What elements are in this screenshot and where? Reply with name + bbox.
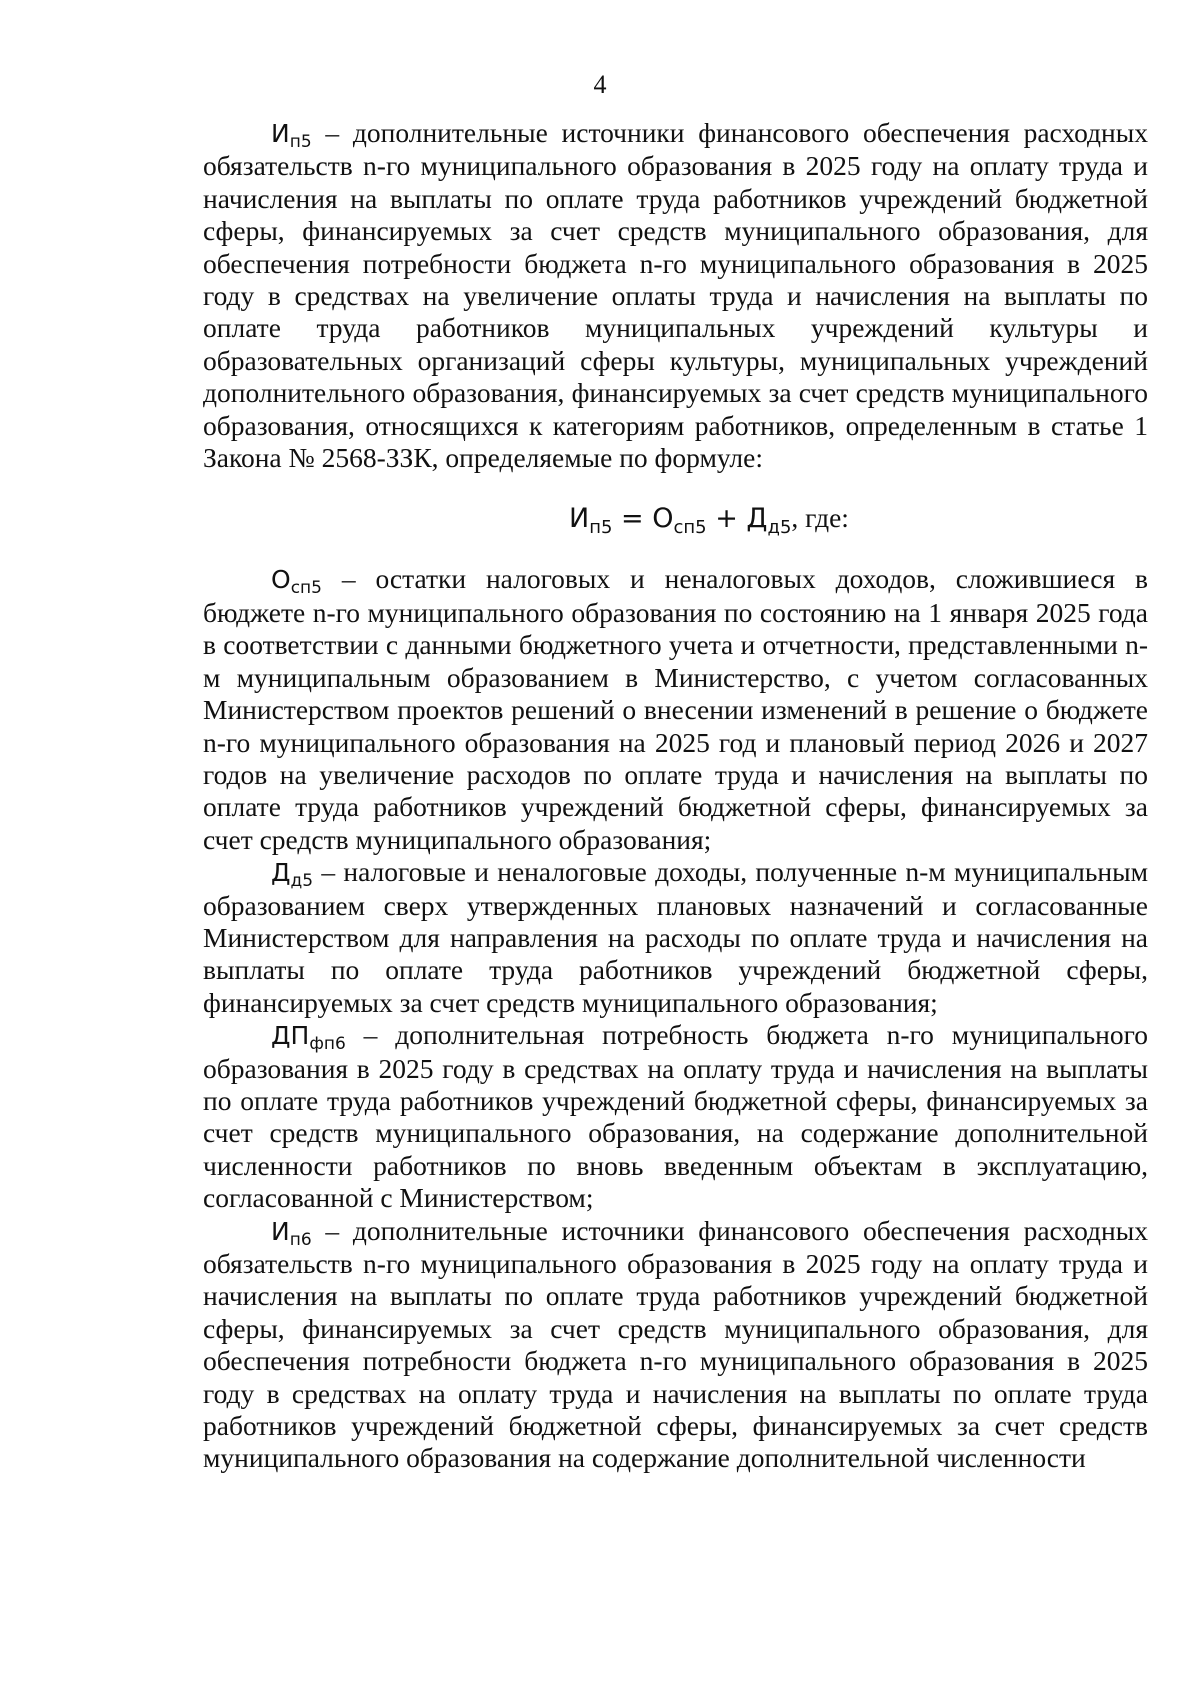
formula-ip5: $И_{п5} = О_{сп5} + Д_{д5}$, где:	[569, 502, 849, 539]
paragraph-dpfp6-definition: $ДП_{фп6}$ – дополнительная потребность бюджета n-го муниципального образования в 2025 году в средствах на оплату труда и начисления на выплаты по оплате труда работников учреждений бюджетной сферы, финансируемых за счет средств муниципального образования, на содержание дополнительной численности работников по вновь введенным объектам в эксплуатацию, согласованной с Министерством;	[203, 1019, 1148, 1214]
symbol-ip6: $И_{п6}$	[271, 1216, 312, 1250]
document-body	[203, 117, 1148, 1475]
symbol-dd5: $Д_{д5}$	[271, 858, 314, 892]
paragraph-dd5-definition: $Д_{д5}$ – налоговые и неналоговые доходы, полученные n-м муниципальным образованием сверх утвержденных плановых назначений и согласованные Министерством для направления на расходы по оплате труда и начисления на выплаты по оплате труда работников учреждений бюджетной сферы, финансируемых за счет средств муниципального образования;	[203, 856, 1148, 1018]
page-number: 4	[593, 70, 607, 99]
symbol-ip5: $И_{п5}$	[271, 119, 312, 152]
symbol-osp5: $О_{сп5}$	[271, 565, 322, 599]
paragraph-ip6-definition: $И_{п6}$ – дополнительные источники финансового обеспечения расходных обязательств n-го муниципального образования в 2025 году на оплату труда и начисления на выплаты по оплате труда работников учреждений бюджетной сферы, финансируемых за счет средств муниципального образования, для обеспечения потребности бюджета n-го муниципального образования в 2025 году в средствах на оплату труда и начисления на выплаты по оплате труда работников учреждений бюджетной сферы, финансируемых за счет средств муниципального образования на содержание дополнительной численности	[203, 1214, 1148, 1474]
paragraph-osp5-definition: $О_{сп5}$ – остатки налоговых и неналоговых доходов, сложившиеся в бюджете n-го муниципального образования по состоянию на 1 января 2025 года в соответствии с данными бюджетного учета и отчетности, представленными n-м муниципальным образованием в Министерство, с учетом согласованных Министерством проектов решений о внесении изменений в решение о бюджете n-го муниципального образования на 2025 год и плановый период 2026 и 2027 годов на увеличение расходов по оплате труда и начисления на выплаты по оплате труда работников учреждений бюджетной сферы, финансируемых за счет средств муниципального образования;	[203, 563, 1148, 855]
paragraph-ip5-definition: $И_{п5}$ – дополнительные источники финансового обеспечения расходных обязательств n-го муниципального образования в 2025 году на оплату труда и начисления на выплаты по оплате труда работников учреждений бюджетной сферы, финансируемых за счет средств муниципального образования, для обеспечения потребности бюджета n-го муниципального образования в 2025 году в средствах на увеличение оплаты труда и начисления на выплаты по оплате труда работников муниципальных учреждений культуры и образовательных организаций сферы культуры, муниципальных учреждений дополнительного образования, финансируемых за счет средств муниципального образования, относящихся к категориям работников, определенным в статье 1 Закона № 2568-ЗЗК, определяемые по формуле:	[203, 117, 1148, 474]
symbol-dpfp6: $ДП_{фп6}$	[271, 1021, 346, 1055]
